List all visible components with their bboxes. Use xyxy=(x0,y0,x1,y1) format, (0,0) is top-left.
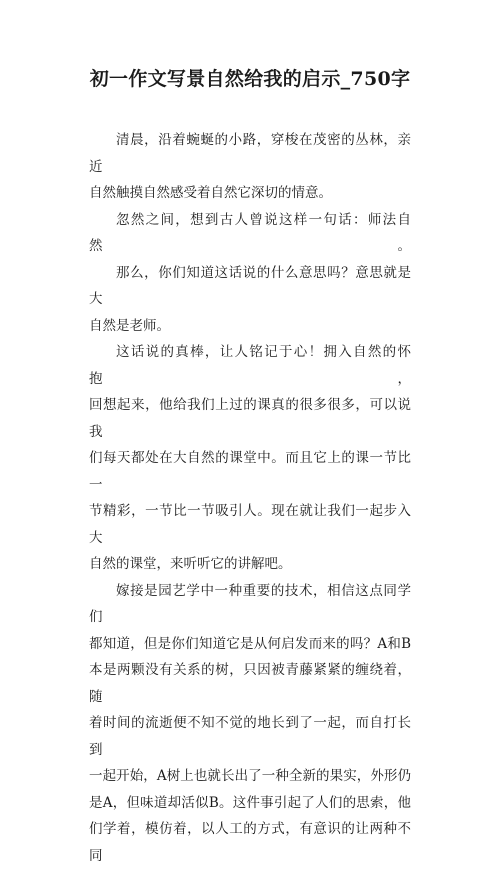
document-body xyxy=(89,127,411,869)
paragraph-5 xyxy=(89,578,411,869)
text-line: 一起开始，A树上也就长出了一种全新的果实，外形仍 xyxy=(89,763,411,790)
text-line: 本是两颗没有关系的树，只因被青藤紧紧的缠绕着，随 xyxy=(89,657,411,710)
text-line: 自然的课堂，来听听它的讲解吧。 xyxy=(89,551,411,578)
text-line: 节精彩，一节比一节吸引人。现在就让我们一起步入大 xyxy=(89,498,411,551)
text-line: 都知道，但是你们知道它是从何启发而来的吗？A和B xyxy=(89,631,411,658)
text-line: 自然触摸自然感受着自然它深切的情意。 xyxy=(89,180,411,207)
text-line: 那么，你们知道这话说的什么意思吗？意思就是大 xyxy=(89,260,411,313)
text-line: 忽然之间，想到古人曾说这样一句话：师法自然。 xyxy=(89,207,411,260)
text-line: 们学着，模仿着，以人工的方式，有意识的让两种不同 xyxy=(89,816,411,869)
paragraph-1 xyxy=(89,127,411,207)
text-line: 嫁接是园艺学中一种重要的技术，相信这点同学们 xyxy=(89,578,411,631)
paragraph-3 xyxy=(89,260,411,340)
paragraph-2 xyxy=(89,207,411,260)
text-line: 们每天都处在大自然的课堂中。而且它上的课一节比一 xyxy=(89,445,411,498)
text-line: 是A，但味道却活似B。这件事引起了人们的思索，他 xyxy=(89,790,411,817)
text-line: 这话说的真棒，让人铭记于心！拥入自然的怀抱， xyxy=(89,339,411,392)
text-line: 自然是老师。 xyxy=(89,313,411,340)
paragraph-4 xyxy=(89,339,411,578)
text-line: 清晨，沿着蜿蜒的小路，穿梭在茂密的丛林，亲近 xyxy=(89,127,411,180)
document-title: 初一作文写景自然给我的启示_750字 xyxy=(0,64,500,91)
text-line: 回想起来，他给我们上过的课真的很多很多，可以说我 xyxy=(89,392,411,445)
text-line: 着时间的流逝便不知不觉的地长到了一起，而自打长到 xyxy=(89,710,411,763)
